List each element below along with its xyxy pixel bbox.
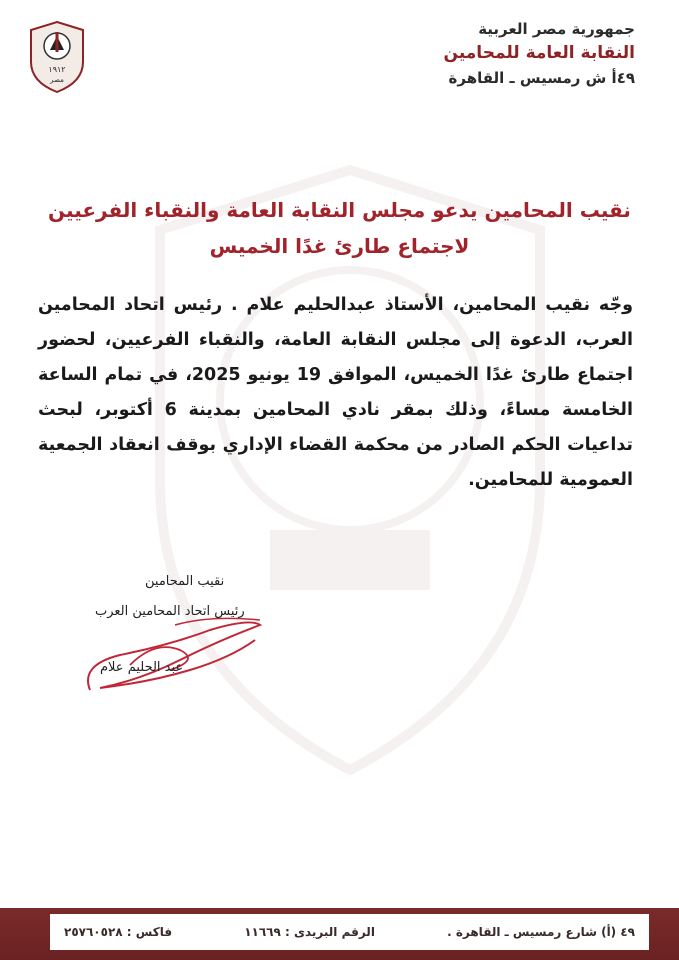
document-title [30, 192, 649, 264]
footer-postal: الرقم البريدى : ١١٦٦٩ [244, 925, 375, 939]
syndicate-logo [28, 20, 86, 94]
footer-address: ٤٩ (أ) شارع رمسيس ـ القاهرة . [447, 925, 635, 939]
signature-name: عبد الحليم علام [100, 660, 184, 675]
signature-title-2: رئيس اتحاد المحامين العرب [95, 604, 245, 619]
handwritten-signature [60, 570, 290, 710]
logo-country: مصر [50, 76, 64, 84]
footer-band [0, 908, 679, 960]
logo-year: ١٩١٢ [48, 65, 66, 74]
signature-title-1: نقيب المحامين [145, 574, 225, 589]
country-name: جمهورية مصر العربية [478, 20, 635, 38]
footer-fax: فاكس : ٢٥٧٦٠٥٢٨ [64, 925, 173, 939]
syndicate-name: النقابة العامة للمحامين [443, 43, 635, 63]
body-paragraph: وجّه نقيب المحامين، الأستاذ عبدالحليم علام . رئيس اتحاد المحامين العرب، الدعوة إلى مجلس النقابة العامة، والنقباء الفرعيين، لحضور اجتماع طارئ غدًا الخميس، الموافق 19 يونيو 2025، في تمام الساعة الخامسة مساءً، وذلك بمقر نادي المحامين بمدينة 6 أكتوبر، لبحث تداعيات الحكم الصادر من محكمة القضاء الإداري بوقف انعقاد الجمعية العمومية للمحامين. [38, 295, 633, 490]
letterhead [375, 18, 635, 90]
signature-block [60, 570, 290, 710]
header-address: ٤٩أ ش رمسيس ـ القاهرة [448, 69, 635, 87]
title-line-1: نقيب المحامين يدعو مجلس النقابة العامة والنقباء الفرعيين [48, 198, 631, 222]
title-line-2: لاجتماع طارئ غدًا الخميس [209, 234, 470, 258]
footer-contact-bar [50, 914, 649, 950]
